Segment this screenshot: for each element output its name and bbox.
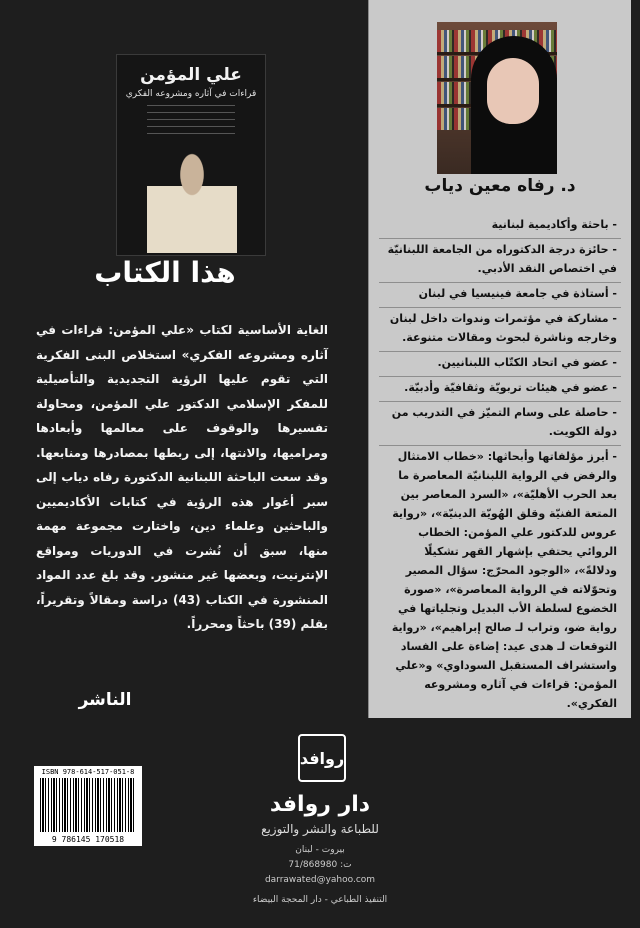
author-photo <box>437 22 557 174</box>
bio-item: - باحثة وأكاديمية لبنانية <box>379 214 621 239</box>
bio-item: - حائزة درجة الدكتوراه من الجامعة اللبنانيّة في اختصاص النقد الأدبي. <box>379 239 621 283</box>
about-text: الغاية الأساسية لكتاب «علي المؤمن: قراءات في آثاره ومشروعه الفكري» استخلاص البنى الفكرية التي تقوم عليها الرؤية التجديدية والتأصيلية للمفكر الإسلامي الدكتور علي المؤمن، ومحاولة تفسيرها والوقوف على معالمها وأبعادها ومراميها، والانتها، إلى ربطها بمصادرها ومنابعها. وقد سعت الباحثة اللبنانية الدكتورة رفاه دياب إلى سبر أغوار هذه الرؤية في كتابات الأكاديميين والباحثين وعلماء دين، واختارت مجموعة مهمة منها، سبق أن نُشرت في الدوريات ومواقع الإنترنيت، وبعضها غير منشور. وقد بلغ عدد المواد المنشورة في الكتاب (43) دراسة ومقالاً وتقريراً، بقلم (39) باحثاً ومحرراً. <box>36 323 328 631</box>
author-portrait-photo <box>147 141 237 253</box>
publisher-phone: ت: 71/868980 <box>288 860 352 870</box>
bio-item: - عضو في هيئات تربويّة وثقافيّة وأدبيّة. <box>379 377 621 402</box>
publisher-email: darrawated@yahoo.com <box>264 875 376 885</box>
printing-credit: التنفيذ الطباعي - دار المحجة البيضاء <box>252 895 388 905</box>
book-thumbnail-subtitle: قراءات في آثاره ومشروعه الفكري <box>125 89 257 99</box>
bio-item: - أستاذة في جامعة فينيسيا في لبنان <box>379 283 621 308</box>
book-thumbnail-title: علي المؤمن <box>140 65 242 85</box>
book-thumbnail <box>116 54 266 256</box>
bio-item: - عضو في اتحاد الكتّاب اللبنانيين. <box>379 352 621 377</box>
publisher-description: للطباعة والنشر والتوزيع <box>261 822 379 836</box>
bio-item: - مشاركة في مؤتمرات وندوات داخل لبنان وخارجه وناشرة لبحوث ومقالات متنوعة. <box>379 308 621 352</box>
about-heading: هذا الكتاب <box>94 256 236 289</box>
publisher-signature: الناشر <box>78 690 132 710</box>
isbn-text: ISBN 978-614-517-051-8 <box>41 768 135 776</box>
publisher-city: بيروت - لبنان <box>295 845 345 855</box>
bio-item: - حاصلة على وسام التميّز في التدريب من دولة الكويت. <box>379 402 621 446</box>
isbn-barcode <box>34 766 142 846</box>
book-thumbnail-text-lines <box>147 105 235 135</box>
barcode-number: 9 786145 170518 <box>51 835 125 844</box>
author-bio <box>379 214 621 717</box>
publisher-name: دار روافد <box>269 792 371 817</box>
bio-item: - أبرز مؤلفاتها وأبحاثها: «خطاب الامتثال والرفض في الرواية اللبنانيّة المعاصرة ما بعد الحرب الأهليّة»، «السرد المعاصر بين المتعة الفنيّة وقلق الهُويّة الدينيّة»، «رواية عروس للدكتور علي المؤمن: الخطاب الروائي يحتفي بإشهار القهر تشكيلًا ودلالةً»، «الوجود المحرّج: سؤال المصير وتحوّلاته في الرواية المعاصرة»، «صورة الخضوع لسلطة الأب البديل وتجلياتها في رواية ضو، وتراب لـ صالح إبراهيم»، «رواية التوقعات لـ هدى عيد: إضاءة على الفساد واستشراف المستقبل السوداوي» و«علي المؤمن: قراءات في آثاره ومشروعه الفكري». <box>391 450 617 710</box>
author-panel <box>368 0 631 718</box>
author-name: د. رفاه معين دياب <box>424 176 576 196</box>
barcode-bars <box>40 778 136 832</box>
publisher-logo-icon: روافد <box>298 734 346 782</box>
